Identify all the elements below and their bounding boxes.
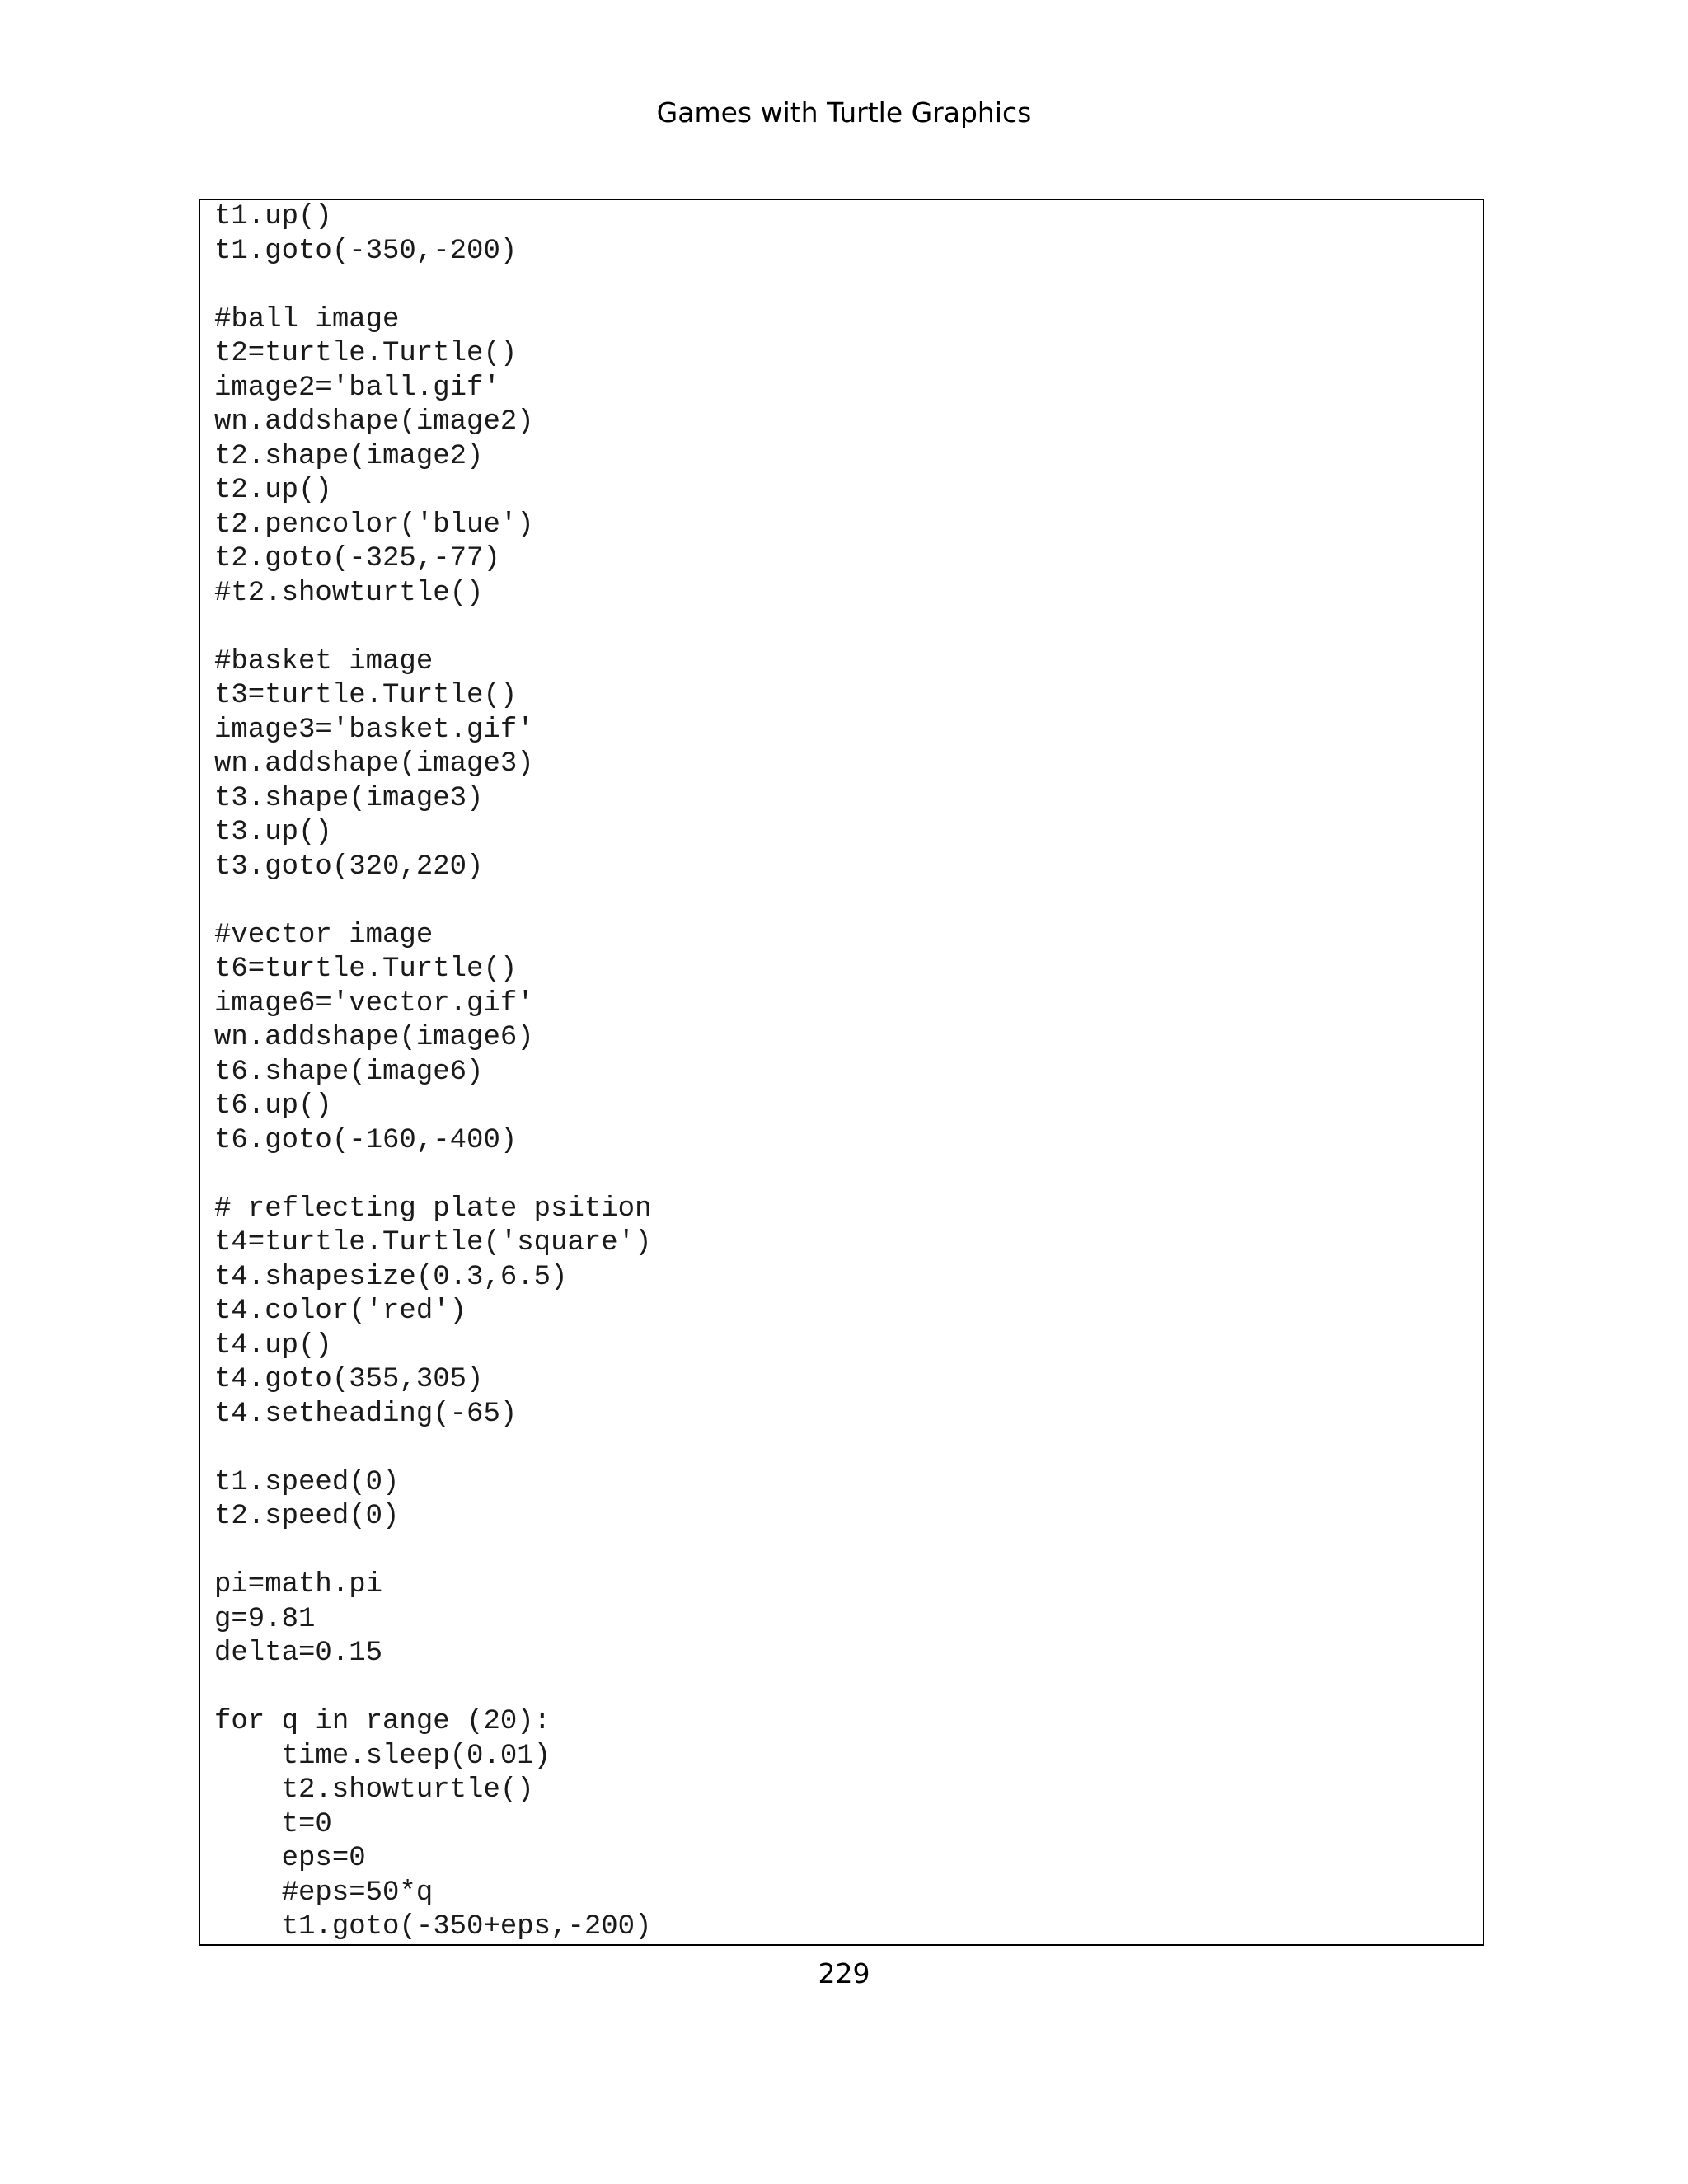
code-listing-box	[199, 199, 1484, 1946]
code-line: t1.goto(-350+eps,-200)	[214, 1911, 652, 1943]
code-line: t2.up()	[214, 475, 332, 506]
code-line: image6='vector.gif'	[214, 987, 534, 1019]
code-line: t1.up()	[214, 201, 332, 232]
code-line	[214, 1432, 1483, 1466]
code-line: eps=0	[214, 1843, 366, 1874]
code-line: wn.addshape(image6)	[214, 1022, 534, 1053]
code-line: delta=0.15	[214, 1638, 383, 1669]
code-line: g=9.81	[214, 1603, 316, 1635]
code-line: t2.shape(image2)	[214, 440, 484, 472]
code-line: image2='ball.gif'	[214, 372, 500, 404]
code-line: t=0	[214, 1808, 332, 1840]
code-line	[214, 884, 1483, 919]
code-line	[214, 269, 1483, 303]
code-line: #ball image	[214, 303, 400, 335]
code-line: #t2.showturtle()	[214, 577, 484, 609]
code-line: t2.showturtle()	[214, 1774, 534, 1806]
code-line: t4=turtle.Turtle('square')	[214, 1227, 652, 1258]
code-line: t6=turtle.Turtle()	[214, 954, 518, 985]
code-line: t6.goto(-160,-400)	[214, 1124, 518, 1156]
code-line: #vector image	[214, 919, 434, 951]
code-line: t4.shapesize(0.3,6.5)	[214, 1261, 568, 1293]
code-line: t2.goto(-325,-77)	[214, 543, 500, 574]
code-line: t4.setheading(-65)	[214, 1398, 518, 1430]
code-line: image3='basket.gif'	[214, 714, 534, 746]
code-line: t3.shape(image3)	[214, 782, 484, 814]
code-line: #eps=50*q	[214, 1877, 434, 1909]
code-line: t6.shape(image6)	[214, 1056, 484, 1088]
code-line	[214, 1671, 1483, 1706]
code-lines	[200, 200, 1483, 1945]
page-header-title: Games with Turtle Graphics	[656, 96, 1032, 129]
code-line	[214, 1158, 1483, 1193]
code-line: t2.pencolor('blue')	[214, 509, 534, 541]
code-line: #basket image	[214, 645, 434, 677]
code-line: t3=turtle.Turtle()	[214, 680, 518, 711]
code-line: t2=turtle.Turtle()	[214, 338, 518, 369]
code-line: t1.goto(-350,-200)	[214, 235, 518, 267]
code-line	[214, 1535, 1483, 1569]
code-line: wn.addshape(image3)	[214, 748, 534, 780]
code-line: for q in range (20):	[214, 1706, 551, 1737]
page-number: 229	[818, 1957, 870, 1990]
code-line: t4.color('red')	[214, 1296, 467, 1327]
code-line: time.sleep(0.01)	[214, 1740, 551, 1772]
code-line: t3.goto(320,220)	[214, 851, 484, 883]
code-line: t6.up()	[214, 1090, 332, 1122]
code-line: pi=math.pi	[214, 1569, 383, 1601]
code-line: t2.speed(0)	[214, 1501, 400, 1532]
code-line: # reflecting plate psition	[214, 1193, 652, 1225]
code-line: wn.addshape(image2)	[214, 406, 534, 438]
code-line: t1.speed(0)	[214, 1466, 400, 1498]
code-line: t4.up()	[214, 1329, 332, 1361]
code-line	[214, 611, 1483, 645]
code-line: t3.up()	[214, 817, 332, 848]
code-line: t4.goto(355,305)	[214, 1364, 484, 1395]
